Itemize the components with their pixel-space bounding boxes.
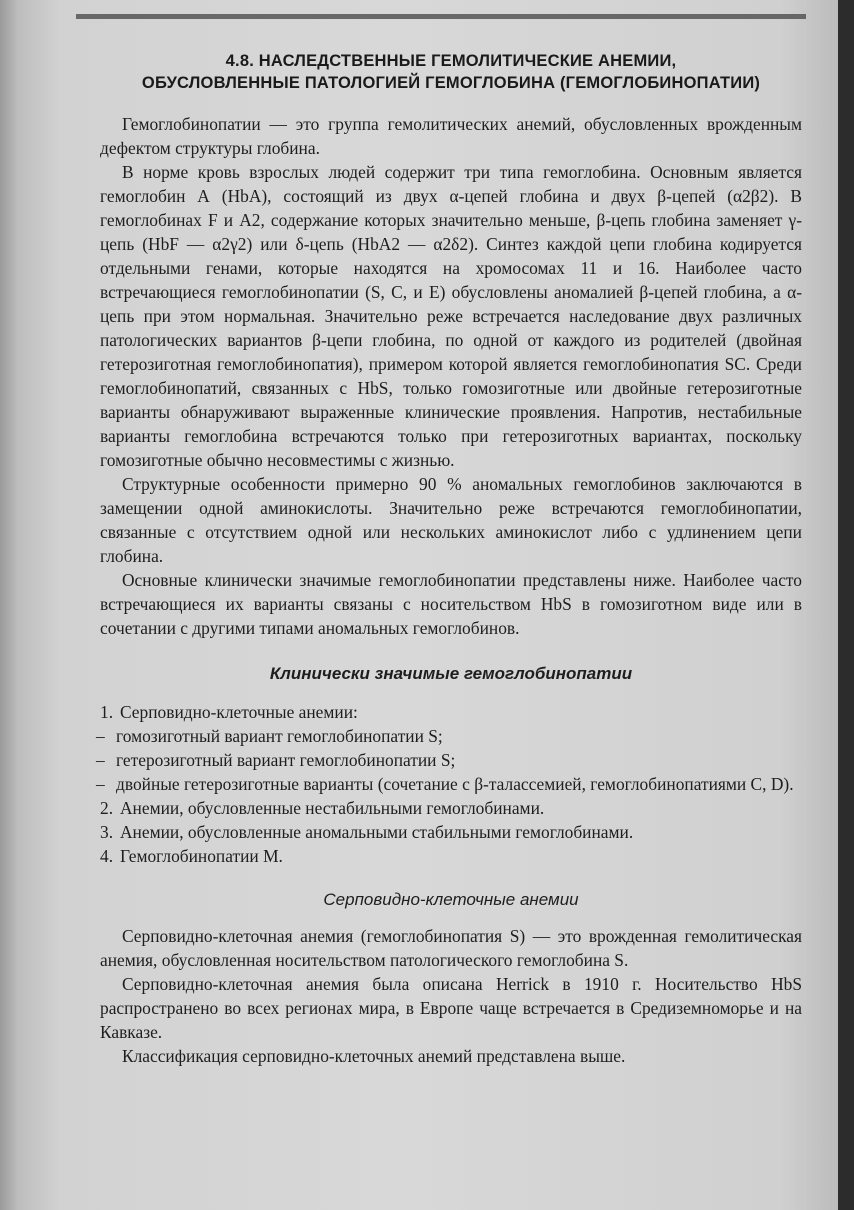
list-subtext: гомозиготный вариант гемоглобинопатии S; — [116, 726, 443, 746]
paragraph-sickle-classification: Классификация серповидно-клеточных анемий представлена выше. — [122, 1046, 626, 1066]
paragraph-main-variants: Основные клинически значимые гемоглобинопатии представлены ниже. Наиболее часто встречающиеся их варианты связаны с носительством HbS в гомозиготном виде или в сочетании с другими типами аномальных гемоглобинов. — [100, 570, 802, 638]
list-text: Анемии, обусловленные аномальными стабильными гемоглобинами. — [120, 822, 634, 842]
header-rule — [76, 14, 806, 19]
list-number: 4. — [100, 846, 114, 866]
list-item — [100, 820, 802, 844]
paragraph-sickle-history: Серповидно-клеточная анемия была описана Herrick в 1910 г. Носительство HbS распространено во всех регионах мира, в Европе чаще встречается в Средиземноморье и на Кавказе. — [100, 974, 802, 1042]
section-title — [100, 50, 802, 94]
list-item — [100, 700, 802, 724]
list-dash: – — [96, 774, 105, 794]
list-number: 1. — [100, 702, 114, 722]
paragraph-sickle-definition: Серповидно-клеточная анемия (гемоглобинопатия S) — это врожденная гемолитическая анемия, обусловленная носительством патологического гемоглобина S. — [100, 926, 802, 970]
list-text: Гемоглобинопатии M. — [120, 846, 283, 866]
paragraph-structural-features: Структурные особенности примерно 90 % аномальных гемоглобинов заключаются в замещении одной аминокислоты. Значительно реже встречаются гемоглобинопатии, связанные с отсутствием одной или нескольких аминокислот либо с удлинением цепи глобина. — [100, 474, 802, 566]
section-title-line-1: 4.8. НАСЛЕДСТВЕННЫЕ ГЕМОЛИТИЧЕСКИЕ АНЕМИИ, — [225, 52, 677, 70]
list-item — [100, 844, 802, 868]
list-item — [100, 796, 802, 820]
paragraph-normal-hemoglobin: В норме кровь взрослых людей содержит три типа гемоглобина. Основным является гемоглобин А (HbA), состоящий из двух α-цепей глобина и двух β-цепей (α2β2). В гемоглобинах F и A2, содержание которых значительно меньше, β-цепь глобина заменяет γ-цепь (HbF — α2γ2) или δ-цепь (HbA2 — α2δ2). Синтез каждой цепи глобина кодируется отдельными генами, которые находятся на хромосомах 11 и 16. Наиболее часто встречающиеся гемоглобинопатии (S, C, и E) обусловлены аномалией β-цепей глобина, а α-цепь при этом нормальная. Значительно реже встречается наследование двух различных патологических вариантов β-цепи глобина, по одной от каждого из родителей (двойная гетерозиготная гемоглобинопатия), примером которой является гемоглобинопатия SC. Среди гемоглобинопатий, связанных с HbS, только гомозиготные или двойные гетерозиготные варианты обнаруживают выраженные клинические проявления. Напротив, нестабильные варианты гемоглобина встречаются только при гетерозиготных вариантах, поскольку гомозиготные обычно несовместимы с жизнью. — [100, 162, 802, 470]
list-subitem — [96, 748, 802, 772]
clinical-heading: Клинически значимые гемоглобинопатии — [269, 664, 633, 683]
list-number: 2. — [100, 798, 114, 818]
list-dash: – — [96, 726, 105, 746]
sickle-cell-heading: Серповидно-клеточные анемии — [323, 890, 579, 909]
list-text: Серповидно-клеточные анемии: — [120, 702, 358, 722]
list-subtext: двойные гетерозиготные варианты (сочетание с β-талассемией, гемоглобинопатиями C, D). — [116, 774, 794, 794]
list-subitem — [96, 724, 802, 748]
page-content — [96, 50, 802, 1068]
paragraph-definition: Гемоглобинопатии — это группа гемолитических анемий, обусловленных врожденным дефектом структуры глобина. — [100, 114, 802, 158]
list-subtext: гетерозиготный вариант гемоглобинопатии S; — [116, 750, 456, 770]
list-subitem — [96, 772, 802, 796]
list-text: Анемии, обусловленные нестабильными гемоглобинами. — [120, 798, 545, 818]
list-number: 3. — [100, 822, 114, 842]
list-dash: – — [96, 750, 105, 770]
scan-dark-edge — [838, 0, 854, 1210]
section-title-line-2: ОБУСЛОВЛЕННЫЕ ПАТОЛОГИЕЙ ГЕМОГЛОБИНА (ГЕМОГЛОБИНОПАТИИ) — [141, 74, 761, 92]
clinical-list — [96, 700, 802, 868]
